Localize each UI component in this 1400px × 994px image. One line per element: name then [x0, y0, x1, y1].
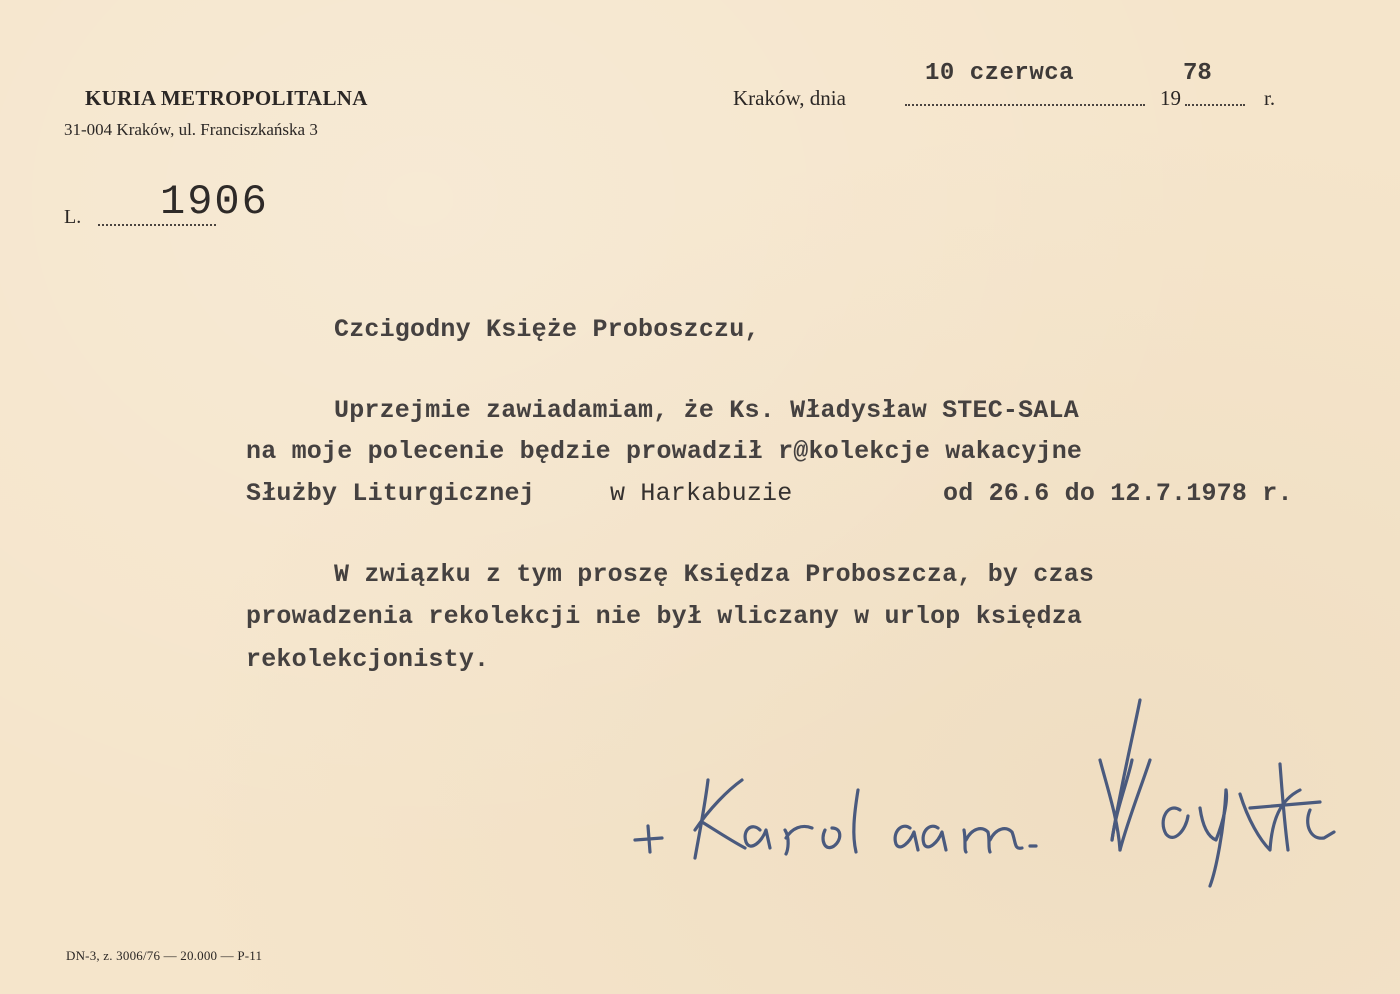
- reference-label: L.: [64, 206, 82, 228]
- paragraph1-line1: Uprzejmie zawiadamiam, że Ks. Władysław STEC-SALA: [334, 396, 1079, 425]
- paragraph1-line3-dates: od 26.6 do 12.7.1978 r.: [943, 479, 1293, 508]
- dateline-place: Kraków, dnia: [733, 86, 846, 110]
- letterhead-title: KURIA METROPOLITALNA: [85, 86, 368, 110]
- letterhead-address: 31-004 Kraków, ul. Franciszkańska 3: [64, 120, 318, 139]
- handwritten-signature: [620, 690, 1340, 890]
- paragraph2-line1: W związku z tym proszę Księdza Proboszcza, by czas: [334, 560, 1095, 589]
- dateline-date: 10 czerwca: [925, 60, 1075, 87]
- paragraph2-line3: rekolekcjonisty.: [246, 645, 490, 674]
- paragraph1-line3-location: w Harkabuzie: [610, 479, 793, 508]
- dateline-year-suffix: r.: [1264, 86, 1276, 110]
- dateline-year: 78: [1183, 60, 1212, 87]
- paragraph2-line2: prowadzenia rekolekcji nie był wliczany w urlop księdza: [246, 602, 1083, 631]
- paragraph1-line3-service: Służby Liturgicznej: [246, 479, 535, 508]
- date-dotted-line: [905, 104, 1145, 106]
- print-code: DN-3, z. 3006/76 — 20.000 — P-11: [66, 948, 263, 963]
- dateline-year-prefix: 19: [1160, 86, 1181, 110]
- paragraph1-line2: na moje polecenie będzie prowadził r@kolekcje wakacyjne: [246, 437, 1083, 466]
- reference-number: 1906: [160, 178, 269, 226]
- year-dotted-line: [1185, 104, 1245, 106]
- salutation: Czcigodny Księże Proboszczu,: [334, 315, 760, 344]
